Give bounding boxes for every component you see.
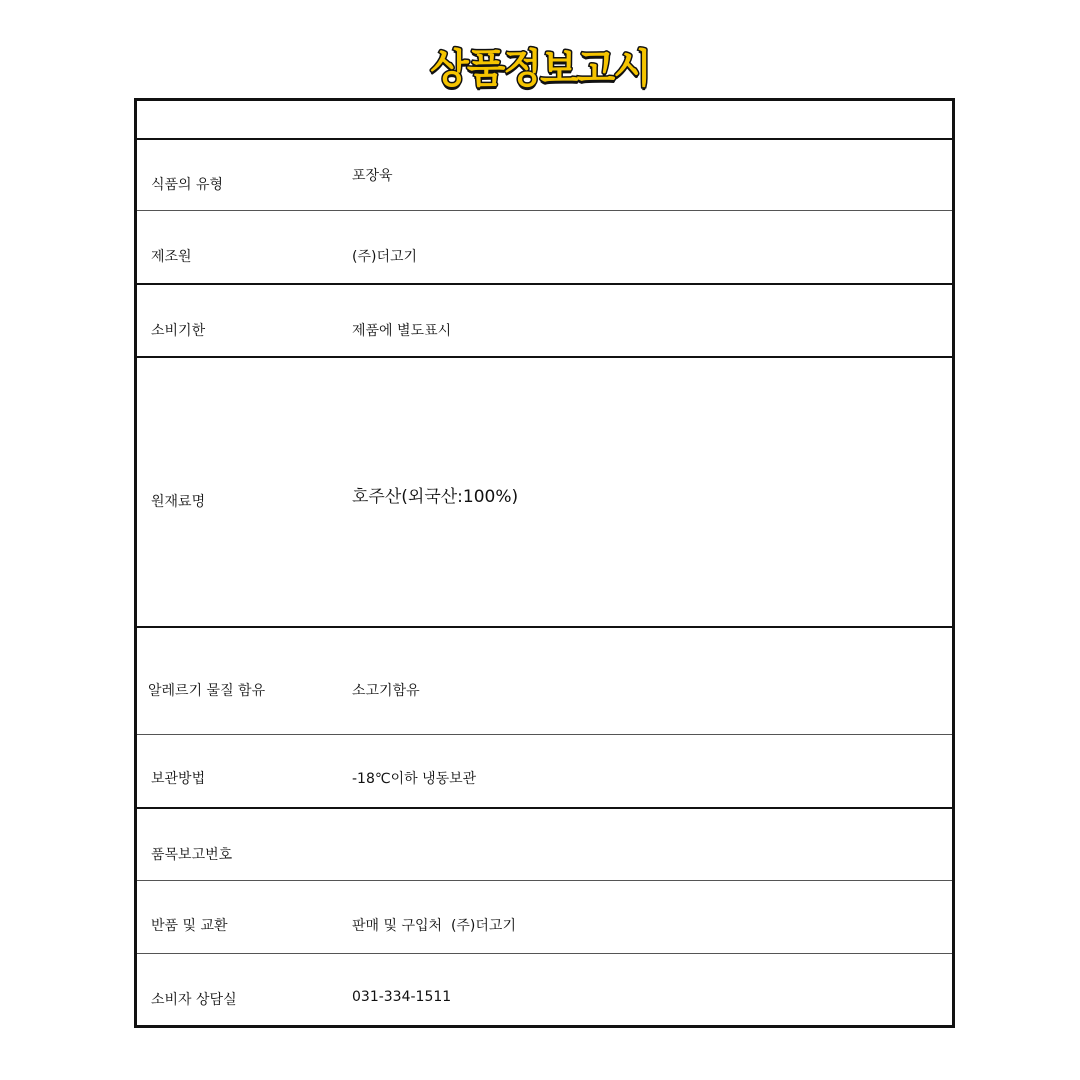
table-row-expiry (137, 283, 952, 356)
row-label: 제조원 (151, 249, 192, 265)
product-info-table (134, 98, 955, 1028)
row-label: 품목보고번호 (151, 847, 233, 863)
table-row-storage (137, 734, 952, 807)
table-row-ingredients (137, 356, 952, 626)
row-value: -18℃이하 냉동보관 (352, 771, 477, 787)
row-value: 호주산(외국산:100%) (352, 487, 519, 507)
row-label: 소비기한 (151, 323, 206, 339)
table-header-row (137, 101, 952, 138)
table-row-food-type (137, 138, 952, 210)
table-row-returns (137, 880, 952, 953)
page-title: 상품정보고시 (430, 46, 650, 92)
row-value: 판매 및 구입처 (주)더고기 (352, 918, 516, 934)
row-label: 반품 및 교환 (151, 918, 228, 934)
table-row-allergens (137, 626, 952, 734)
row-label: 식품의 유형 (151, 177, 224, 193)
row-value: (주)더고기 (352, 249, 418, 265)
row-value: 031-334-1511 (352, 989, 452, 1005)
row-label: 원재료명 (151, 494, 206, 510)
table-row-manufacturer (137, 210, 952, 283)
row-label: 소비자 상담실 (151, 992, 237, 1008)
row-value: 포장육 (352, 168, 393, 184)
row-value: 제품에 별도표시 (352, 323, 452, 339)
table-row-report-number (137, 807, 952, 880)
row-value: 소고기함유 (352, 683, 420, 699)
row-label: 보관방법 (151, 771, 206, 787)
row-label: 알레르기 물질 함유 (148, 683, 266, 699)
table-row-consumer-center (137, 953, 952, 1025)
